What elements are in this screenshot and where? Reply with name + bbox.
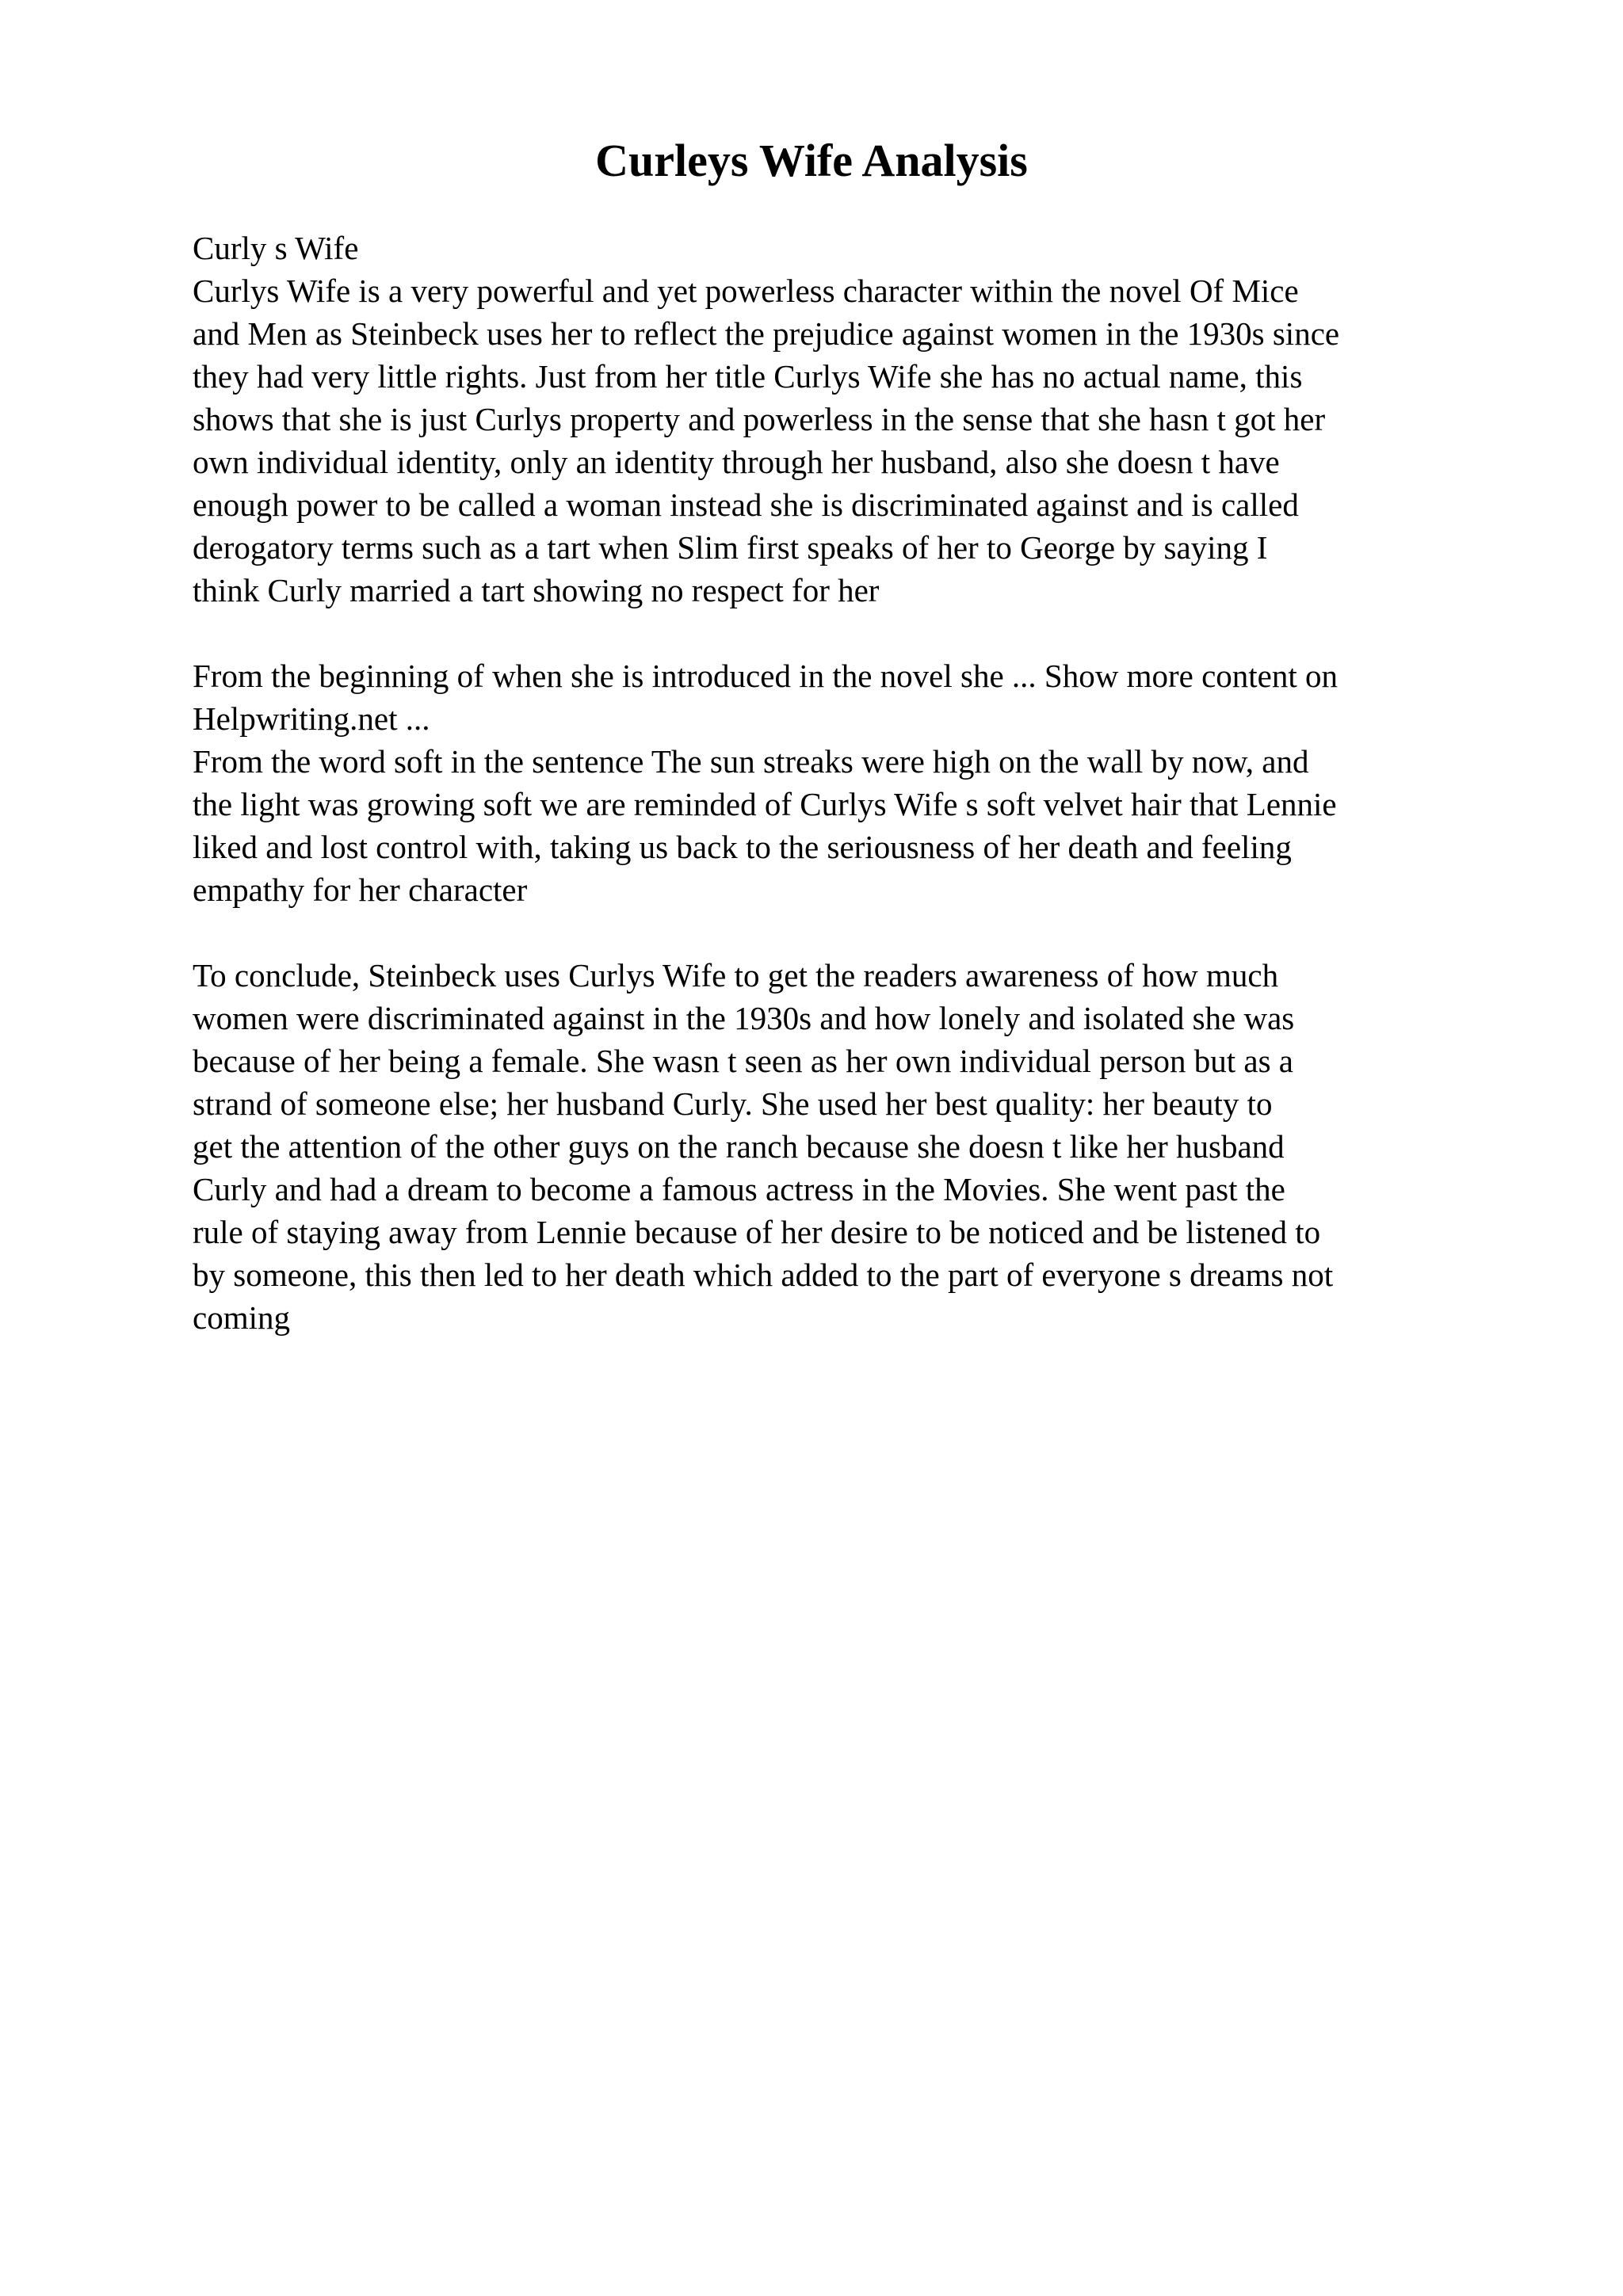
paragraph-line: liked and lost control with, taking us back to the seriousness of her death and feeling — [193, 829, 1292, 865]
paragraph-line: they had very little rights. Just from her title Curlys Wife she has no actual name, this — [193, 358, 1303, 395]
paragraph-line: the light was growing soft we are reminded of Curlys Wife s soft velvet hair that Lennie — [193, 786, 1337, 822]
paragraph-line: Curlys Wife is a very powerful and yet powerless character within the novel Of Mice — [193, 273, 1299, 309]
paragraph-1 — [193, 227, 1508, 612]
paragraph-spacer — [193, 612, 1508, 654]
paragraph-line: From the word soft in the sentence The sun streaks were high on the wall by now, and — [193, 743, 1309, 780]
document-title: Curleys Wife Analysis — [595, 135, 1028, 186]
paragraph-spacer — [193, 911, 1508, 954]
paragraph-line: coming — [193, 1299, 290, 1336]
paragraph-line: Helpwriting.net ... — [193, 700, 430, 737]
paragraph-line: because of her being a female. She wasn t seen as her own individual person but as a — [193, 1043, 1293, 1079]
paragraph-line: derogatory terms such as a tart when Slim first speaks of her to George by saying I — [193, 529, 1268, 566]
paragraph-line: by someone, this then led to her death which added to the part of everyone s dreams not — [193, 1257, 1334, 1293]
paragraph-line: and Men as Steinbeck uses her to reflect the prejudice against women in the 1930s since — [193, 315, 1340, 352]
paragraph-line: get the attention of the other guys on the ranch because she doesn t like her husband — [193, 1128, 1285, 1165]
paragraph-line: women were discriminated against in the 1930s and how lonely and isolated she was — [193, 1000, 1295, 1036]
paragraph-line: To conclude, Steinbeck uses Curlys Wife to get the readers awareness of how much — [193, 957, 1279, 994]
paragraph-line: own individual identity, only an identity through her husband, also she doesn t have — [193, 444, 1280, 480]
paragraph-line: Curly s Wife — [193, 230, 359, 266]
paragraph-line: enough power to be called a woman instead she is discriminated against and is called — [193, 486, 1299, 523]
paragraph-2 — [193, 654, 1508, 911]
paragraph-line: From the beginning of when she is introduced in the novel she ... Show more content on — [193, 658, 1338, 694]
paragraph-line: strand of someone else; her husband Curly. She used her best quality: her beauty to — [193, 1085, 1273, 1122]
paragraph-line: empathy for her character — [193, 871, 528, 908]
paragraph-line: Curly and had a dream to become a famous actress in the Movies. She went past the — [193, 1171, 1285, 1207]
document-body — [193, 227, 1508, 1339]
paragraph-line: think Curly married a tart showing no respect for her — [193, 572, 880, 608]
paragraph-line: shows that she is just Curlys property and powerless in the sense that she hasn t got her — [193, 401, 1326, 437]
paragraph-3 — [193, 954, 1508, 1339]
paragraph-line: rule of staying away from Lennie because of her desire to be noticed and be listened to — [193, 1214, 1321, 1250]
